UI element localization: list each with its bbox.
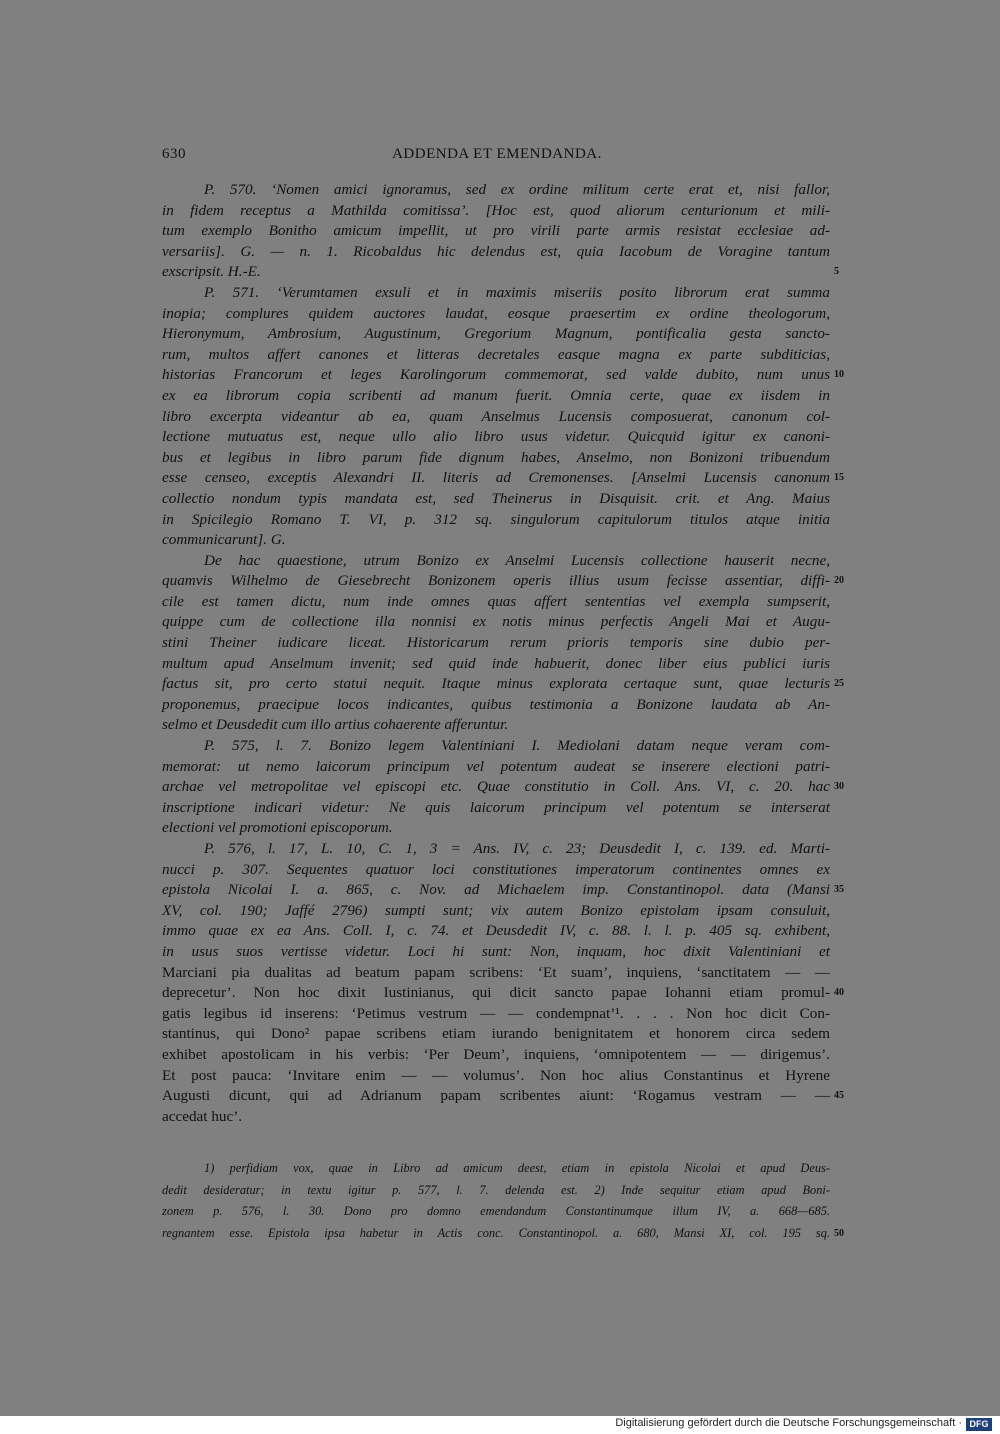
body-line <box>162 468 844 489</box>
body-line-text: accedat huc’. <box>162 1107 243 1125</box>
body-line <box>162 304 830 325</box>
body-line <box>162 510 830 531</box>
body-line-text: proponemus, praecipue locos indicantes, quibus testimonia a Bonizone laudata ab An- <box>162 695 830 713</box>
body-line-text: gatis legibus id inserens: ‘Petimus vestrum — — condempnat’¹. . . . Non hoc dicit Con- <box>162 1004 830 1022</box>
body-line <box>162 180 830 201</box>
body-line-text: collectio nondum typis mandata est, sed Theinerus in Disquisit. crit. et Ang. Maius <box>162 489 830 507</box>
body-line-text: esse censeo, exceptis Alexandri II. literis ad Cremonenses. [Anselmi Lucensis canonum <box>162 469 830 487</box>
footnote-line <box>162 1223 844 1245</box>
body-line-text: Et post pauca: ‘Invitare enim — — volumus’. Non hoc alius Constantinus et Hyrene <box>162 1066 830 1084</box>
body-line-text: epistola Nicolai I. a. 865, c. Nov. ad Michaelem imp. Constantinopol. data (Mansi <box>162 881 830 899</box>
body-line <box>162 654 830 675</box>
line-number: 45 <box>834 1090 844 1102</box>
body-line-text: in fidem receptus a Mathilda comitissa’. [Hoc est, quod aliorum centurionum et mili- <box>162 201 830 219</box>
body-line-text: factus sit, pro certo statui nequit. Itaque minus explorata certaque sunt, quae lecturis <box>162 675 830 693</box>
body-line-text: P. 575, l. 7. Bonizo legem Valentiniani I. Mediolani datam neque veram com- <box>204 737 830 755</box>
body-line-text: multum apud Anselmum invenit; sed quid inde habuerit, donec liber eius publici iuris <box>162 654 830 672</box>
body-line <box>162 901 830 922</box>
body-line <box>162 736 830 757</box>
body-line <box>162 592 830 613</box>
body-line <box>162 324 830 345</box>
body-line-text: selmo et Deusdedit cum illo artius cohaerente afferuntur. <box>162 716 509 734</box>
body-line <box>162 880 844 901</box>
footnote-line-text: dedit desideratur; in textu igitur p. 577, l. 7. delenda est. 2) Inde sequitur etiam apud Boni- <box>162 1182 830 1197</box>
body-line <box>162 242 830 263</box>
body-line-text: cile est tamen dictu, num inde omnes quas affert sententias vel exempla sumpserit, <box>162 592 830 610</box>
body-line <box>162 860 830 881</box>
body-line <box>162 777 844 798</box>
body-line <box>162 345 830 366</box>
body-line <box>162 695 830 716</box>
body-line-text: archae vel metropolitae vel episcopi etc. Quae constitutio in Coll. Ans. VI, c. 20. hac <box>162 778 830 796</box>
body-line-text: P. 570. ‘Nomen amici ignoramus, sed ex ordine militum certe erat et, nisi fallor, <box>204 181 830 198</box>
body-line <box>162 633 830 654</box>
body-line-text: electioni vel promotioni episcoporum. <box>162 819 393 837</box>
body-line <box>162 221 830 242</box>
body-line <box>162 427 830 448</box>
body-line <box>162 715 830 736</box>
body-line <box>162 489 830 510</box>
body-line-text: quippe cum de collectione illa nonnisi ex notis minus perfectis Angeli Mai et Augu- <box>162 613 830 631</box>
body-line-text: in Spicilegio Romano T. VI, p. 312 sq. singulorum capitulorum titulos atque initia <box>162 510 830 528</box>
body-line <box>162 407 830 428</box>
body-line-text: exscripsit. H.-E. <box>162 263 261 281</box>
body-line-text: ex ea librorum copia scribenti ad manum fuerit. Omnia certe, quae ex iisdem in <box>162 386 830 404</box>
footnote-line <box>162 1201 830 1223</box>
body-line-text: P. 576, l. 17, L. 10, C. 1, 3 = Ans. IV, c. 23; Deusdedit I, c. 139. ed. Marti- <box>204 840 830 857</box>
body-line <box>162 283 830 304</box>
body-line-text: tum exemplo Bonitho amicum impellit, ut pro virili parte armis resistat ecclesiae ad- <box>162 222 830 240</box>
body-line-text: deprecetur’. Non hoc dixit Iustinianus, qui dicit sancto papae Iohanni etiam promul- <box>162 984 830 1002</box>
footnote-line-text: zonem p. 576, l. 30. Dono pro domno emendandum Constantinumque illum IV, a. 668—685. <box>162 1204 830 1218</box>
body-line-text: stini Theiner iudicare liceat. Historicarum rerum prioris temporis sine dubio per- <box>162 634 830 652</box>
footnote-line-text: regnantem esse. Epistola ipsa habetur in Actis conc. Constantinopol. a. 680, Mansi XI, col. 195 sq. <box>162 1225 830 1240</box>
body-line-text: XV, col. 190; Jaffé 2796) sumpti sunt; vix autem Bonizo epistolam ipsam consuluit, <box>162 901 830 919</box>
body-line <box>162 386 830 407</box>
body-line-text: inopia; complures quidem auctores laudat, eosque praesertim ex ordine theologorum, <box>162 304 830 322</box>
line-number: 20 <box>834 575 844 587</box>
dfg-logo[interactable]: DFG <box>966 1418 992 1431</box>
body-line <box>162 1024 830 1045</box>
body-line-text: memorat: ut nemo laicorum principum vel potentum audeat se inserere electioni patri- <box>162 757 830 775</box>
body-line <box>162 983 844 1004</box>
body-line <box>162 757 830 778</box>
body-line <box>162 942 830 963</box>
body-line-text: versariis]. G. — n. 1. Ricobaldus hic delendus est, quia Iacobum de Voragine tantum <box>162 242 830 260</box>
body-line <box>162 551 830 572</box>
body-line-text: exhibet apostolicam in his verbis: ‘Per Deum’, inquiens, ‘omnipotentem — — dirigemus’. <box>162 1045 830 1063</box>
line-number: 10 <box>834 369 844 381</box>
page-number: 630 <box>162 146 186 162</box>
body-line <box>162 1107 830 1128</box>
footnote-line <box>162 1158 830 1180</box>
body-line <box>162 1004 830 1025</box>
footnote-line-text: 1) perfidiam vox, quae in Libro ad amicum deest, etiam in epistola Nicolai et apud Deus- <box>204 1161 830 1175</box>
body-line-text: lectione mutuatus est, neque ullo alio libro usus videtur. Quicquid igitur ex canoni- <box>162 428 830 446</box>
body-line <box>162 530 830 551</box>
footer-bar <box>0 1416 1000 1434</box>
body-line <box>162 201 830 222</box>
line-number: 50 <box>834 1227 844 1239</box>
line-number: 15 <box>834 472 844 484</box>
body-text <box>162 180 844 1127</box>
body-line-text: in usus suos vertisse videtur. Loci hi sunt: Non, inquam, hoc dixit Valentiniani et <box>162 942 830 960</box>
body-line-text: communicarunt]. G. <box>162 531 286 549</box>
line-number: 30 <box>834 781 844 793</box>
body-line <box>162 839 830 860</box>
footnote-line <box>162 1180 830 1202</box>
body-line-text: quamvis Wilhelmo de Giesebrecht Bonizonem operis illius usum fecisse assentiar, diffi- <box>162 572 830 590</box>
body-line <box>162 798 830 819</box>
body-line-text: immo quae ex ea Ans. Coll. I, c. 74. et Deusdedit IV, c. 88. l. l. p. 405 sq. exhibent, <box>162 922 830 940</box>
line-number: 35 <box>834 884 844 896</box>
body-line <box>162 818 830 839</box>
digitization-credit: Digitalisierung gefördert durch die Deutsche Forschungsgemeinschaft · <box>615 1417 962 1429</box>
body-line-text: stantinus, qui Dono² papae scribens etiam iurando benignitatem et honorem circa sedem <box>162 1025 830 1043</box>
line-number: 40 <box>834 987 844 999</box>
body-line-text: libro excerpta videantur ab ea, quam Anselmus Lucensis composuerat, canonum col- <box>162 407 830 425</box>
body-line <box>162 612 830 633</box>
line-number: 25 <box>834 678 844 690</box>
body-line-text: inscriptione indicari videtur: Ne quis laicorum principum vel potentum se interserat <box>162 798 830 816</box>
body-line <box>162 448 830 469</box>
body-line-text: P. 571. ‘Verumtamen exsuli et in maximis miseriis posito librorum erat summa <box>204 283 830 301</box>
body-line-text: historias Francorum et leges Karolingorum commemorat, sed valde dubito, num unus <box>162 366 830 384</box>
body-line <box>162 674 844 695</box>
body-line-text: De hac quaestione, utrum Bonizo ex Anselmi Lucensis collectione hauserit necne, <box>204 551 830 569</box>
line-number: 5 <box>834 266 839 278</box>
body-line <box>162 1045 830 1066</box>
body-line <box>162 571 844 592</box>
body-line-text: Hieronymum, Ambrosium, Augustinum, Gregorium Magnum, pontificalia gesta sancto- <box>162 325 830 343</box>
body-line <box>162 1086 844 1107</box>
body-line-text: Marciani pia dualitas ad beatum papam scribens: ‘Et suam’, inquiens, ‘sanctitatem — — <box>162 963 830 981</box>
body-line-text: bus et legibus in libro parum fide dignum habes, Anselmo, non Bonizoni tribuendum <box>162 448 830 466</box>
body-line <box>162 1066 830 1087</box>
body-line-text: Augusti dicunt, qui ad Adrianum papam scribentes aiunt: ‘Rogamus vestram — — <box>162 1087 830 1105</box>
body-line <box>162 365 844 386</box>
page-header <box>162 146 832 166</box>
body-line-text: nucci p. 307. Sequentes quatuor loci constitutiones imperatorum continentes omnes ex <box>162 860 830 878</box>
body-line <box>162 921 830 942</box>
footnotes <box>162 1158 844 1244</box>
running-title: ADDENDA ET EMENDANDA. <box>392 146 602 162</box>
body-line-text: rum, multos affert canones et litteras decretales easque magna ex parte subditicias, <box>162 345 830 363</box>
body-line <box>162 262 839 283</box>
body-line <box>162 963 830 984</box>
